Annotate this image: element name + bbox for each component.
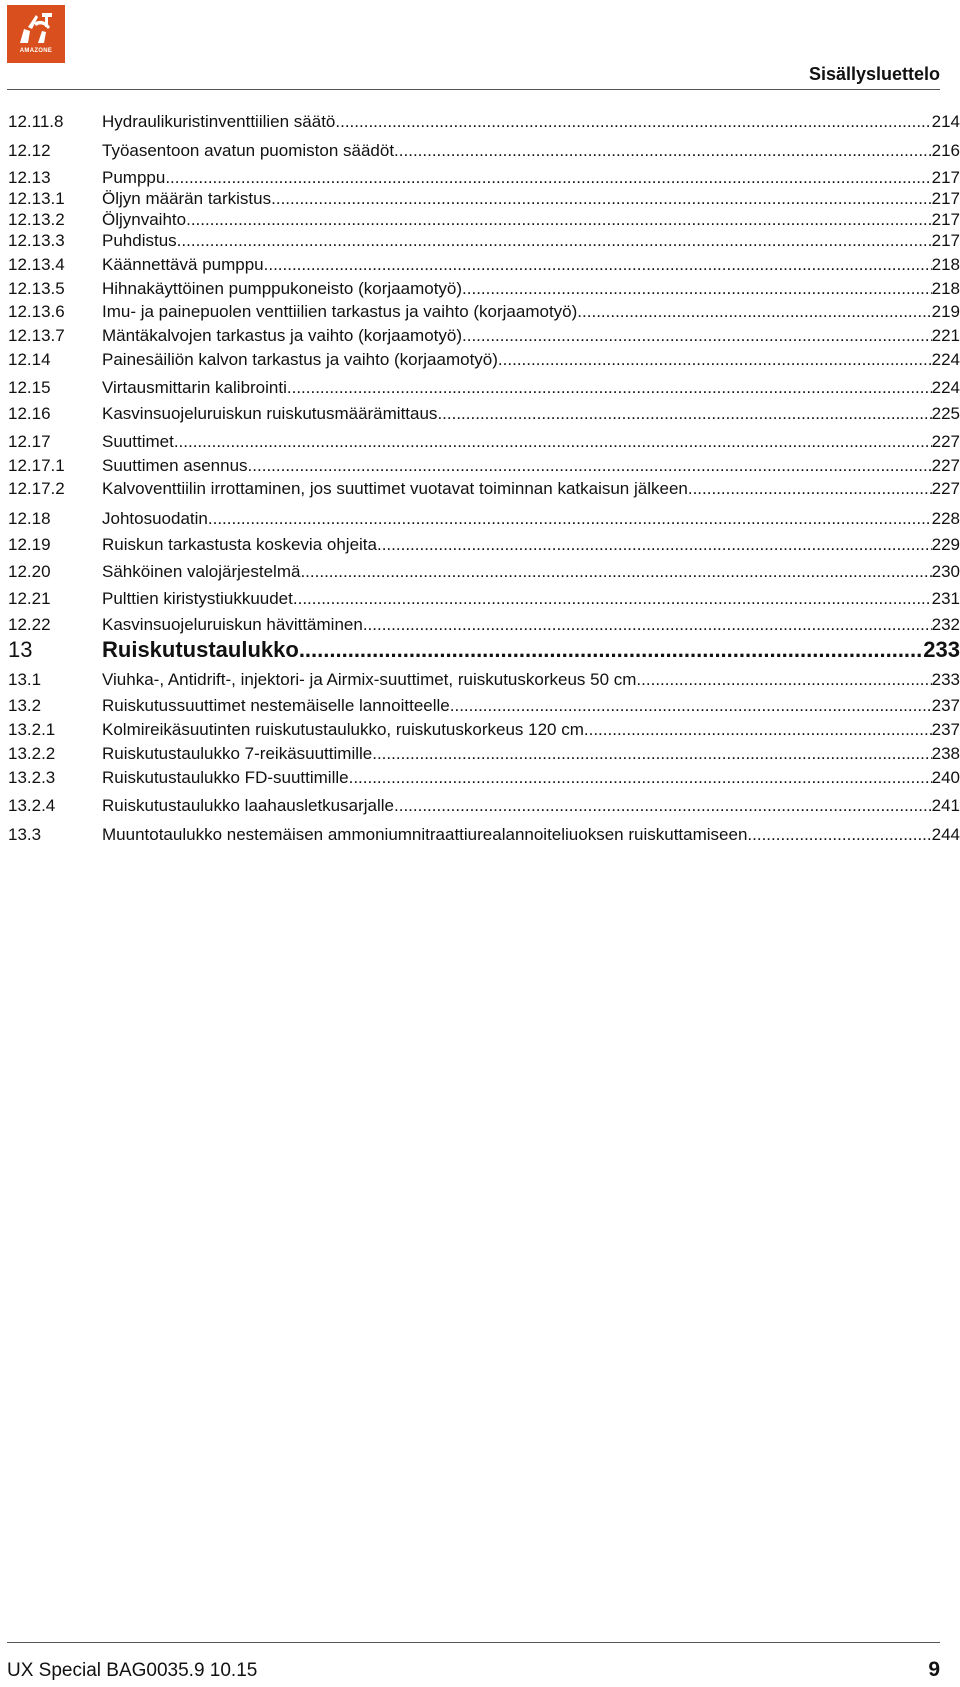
toc-entry-title: Kasvinsuojeluruiskun hävittäminen [102,615,363,634]
toc-entry[interactable] [8,140,960,162]
logo-text: AMAZONE [19,48,53,54]
toc-dot-leader [584,719,932,741]
toc-entry-page: 238 [931,744,960,763]
toc-entry-page: 217 [931,189,960,208]
toc-entry-page: 233 [931,670,960,689]
toc-entry-page: 232 [931,615,960,634]
toc-entry-title: Kalvoventtiilin irrottaminen, jos suuttimet vuotavat toiminnan katkaisun jälkeen [102,479,688,498]
toc-dot-leader [177,230,932,252]
toc-entry-title: Ruiskun tarkastusta koskevia ohjeita [102,535,377,554]
toc-entry-number: 12.20 [8,562,51,581]
toc-dot-leader [394,140,932,162]
toc-entry[interactable] [8,767,960,789]
toc-entry[interactable] [8,167,960,189]
toc-entry-number: 12.22 [8,615,51,634]
toc-entry-page: 225 [931,404,960,423]
toc-dot-leader [437,403,931,425]
toc-entry-number: 13.1 [8,670,42,689]
toc-entry-number: 12.19 [8,535,51,554]
toc-dot-leader [300,561,931,583]
toc-entry-page: 224 [931,378,960,397]
toc-entry-title: Puhdistus [102,231,177,250]
toc-entry-number: 12.13.4 [8,255,65,274]
toc-dot-leader [462,278,932,300]
toc-entry-number: 13.2.3 [8,768,56,787]
toc-entry[interactable] [8,431,960,453]
toc-entry-number: 12.16 [8,404,51,423]
toc-entry-page: 237 [931,696,960,715]
toc-entry[interactable] [8,455,960,477]
toc-entry-number: 12.13.5 [8,279,65,298]
toc-dot-leader [688,478,932,500]
toc-dot-leader [372,743,931,765]
toc-entry-title: Viuhka-, Antidrift-, injektori- ja Airmix-suuttimet, ruiskutuskorkeus 50 cm [102,670,637,689]
toc-entry-title: Virtausmittarin kalibrointi [102,378,287,397]
toc-entry-title: Ruiskutustaulukko FD-suuttimille [102,768,349,787]
toc-entry-page: 229 [931,535,960,554]
toc-entry-number: 12.17.1 [8,456,65,475]
toc-dot-leader [363,614,932,636]
toc-entry[interactable] [8,403,960,425]
toc-dot-leader [186,209,932,231]
toc-entry-page: 244 [931,825,960,844]
toc-entry[interactable] [8,614,960,636]
toc-entry-page: 241 [931,796,960,815]
toc-entry-page: 216 [931,141,960,160]
toc-dot-leader [293,588,932,610]
toc-dot-leader [271,188,932,210]
toc-entry-number: 13.2.2 [8,744,56,763]
toc-entry-page: 227 [931,432,960,451]
footer-page-number: 9 [928,1658,940,1681]
toc-entry-page: 233 [923,637,960,662]
toc-entry-title: Öljyn määrän tarkistus [102,189,272,208]
toc-entry-number: 12.11.8 [8,112,64,131]
toc-entry-title: Muuntotaulukko nestemäisen ammoniumnitraattiurealannoiteliuoksen ruiskuttamiseen [102,825,748,844]
toc-entry[interactable] [8,230,960,252]
toc-entry-page: 219 [931,302,960,321]
toc-entry-title: Hihnakäyttöinen pumppukoneisto (korjaamotyö) [102,279,463,298]
toc-entry[interactable] [8,278,960,300]
toc-entry-title: Pulttien kiristystiukkuudet [102,589,293,608]
toc-entry-title: Ruiskutustaulukko [102,637,299,662]
toc-dot-leader [208,508,932,530]
toc-entry[interactable] [8,325,960,347]
toc-entry[interactable] [8,534,960,556]
toc-entry[interactable] [8,111,960,133]
toc-entry-number: 12.17 [8,432,51,451]
toc-entry-title: Käännettävä pumppu [102,255,264,274]
toc-entry-page: 218 [931,255,960,274]
toc-entry-page: 227 [931,479,960,498]
toc-dot-leader [577,301,931,323]
toc-entry-title: Painesäiliön kalvon tarkastus ja vaihto (korjaamotyö) [102,350,498,369]
toc-entry-title: Öljynvaihto [102,210,187,229]
toc-entry-number: 12.13.1 [8,189,65,208]
toc-entry[interactable] [8,209,960,231]
toc-dot-leader [165,167,931,189]
toc-entry[interactable] [8,188,960,210]
toc-entry[interactable] [8,588,960,610]
toc-entry-title: Ruiskutustaulukko 7-reikäsuuttimille [102,744,373,763]
toc-entry-page: 214 [931,112,960,131]
toc-entry-page: 221 [931,326,960,345]
toc-entry[interactable] [8,743,960,765]
toc-entry-number: 13.3 [8,825,42,844]
toc-entry-page: 218 [931,279,960,298]
toc-dot-leader [264,254,932,276]
toc-entry-title: Sähköinen valojärjestelmä [102,562,301,581]
toc-entry-number: 12.14 [8,350,51,369]
toc-entry-page: 217 [931,210,960,229]
toc-entry-title: Suuttimet [102,432,174,451]
toc-dot-leader [377,534,932,556]
toc-entry-number: 12.13.2 [8,210,65,229]
toc-entry-number: 12.12 [8,141,51,160]
toc-entry[interactable] [8,301,960,323]
section-title: Sisällysluettelo [808,64,940,84]
toc-entry[interactable] [8,561,960,583]
toc-dot-leader [248,455,932,477]
toc-dot-leader [394,795,932,817]
toc-entry[interactable] [8,795,960,817]
logo-emblem-icon [14,9,58,47]
amazone-logo [7,5,65,63]
toc-dot-leader [335,111,931,133]
toc-entry[interactable] [8,636,960,664]
toc-entry[interactable] [8,508,960,530]
toc-dot-leader [450,695,932,717]
toc-entry-title: Imu- ja painepuolen venttiilien tarkastus ja vaihto (korjaamotyö) [102,302,578,321]
toc-dot-leader [747,824,931,846]
toc-dot-leader [462,325,932,347]
toc-entry-number: 12.13 [8,168,51,187]
header-divider [7,89,940,90]
toc-dot-leader [349,767,932,789]
toc-entry-page: 237 [931,720,960,739]
toc-dot-leader [636,669,931,691]
toc-entry[interactable] [8,669,960,691]
toc-entry-page: 217 [931,168,960,187]
toc-entry-page: 240 [931,768,960,787]
toc-entry[interactable] [8,695,960,717]
toc-dot-leader [287,377,932,399]
toc-entry-title: Johtosuodatin [102,509,208,528]
toc-entry[interactable] [8,478,960,500]
toc-entry[interactable] [8,349,960,371]
toc-entry-page: 228 [931,509,960,528]
toc-entry-number: 13.2.4 [8,796,56,815]
toc-entry-number: 12.13.7 [8,326,65,345]
toc-entry-page: 230 [931,562,960,581]
toc-entry-title: Pumppu [102,168,166,187]
toc-entry-number: 13.2.1 [8,720,56,739]
toc-entry-title: Työasentoon avatun puomiston säädöt [102,141,395,160]
toc-dot-leader [174,431,932,453]
toc-entry[interactable] [8,824,960,846]
toc-entry-page: 217 [931,231,960,250]
toc-entry-page: 231 [931,589,960,608]
toc-entry-number: 12.18 [8,509,51,528]
toc-entry-title: Mäntäkalvojen tarkastus ja vaihto (korjaamotyö) [102,326,462,345]
toc-entry[interactable] [8,254,960,276]
toc-entry-number: 12.21 [8,589,51,608]
toc-entry[interactable] [8,377,960,399]
toc-entry-number: 12.13.6 [8,302,65,321]
toc-dot-leader [498,349,932,371]
toc-entry-title: Hydraulikuristinventtiilien säätö [102,112,336,131]
toc-entry-title: Ruiskutustaulukko laahausletkusarjalle [102,796,394,815]
toc-entry-page: 224 [931,350,960,369]
toc-entry-title: Kasvinsuojeluruiskun ruiskutusmäärämittaus [102,404,438,423]
toc-entry-number: 12.17.2 [8,479,65,498]
toc-entry-title: Kolmireikäsuutinten ruiskutustaulukko, ruiskutuskorkeus 120 cm [102,720,584,739]
toc-entry-number: 12.13.3 [8,231,65,250]
footer-document-id: UX Special BAG0035.9 10.15 [7,1660,258,1681]
toc-entry-title: Ruiskutussuuttimet nestemäiselle lannoitteelle [102,696,450,715]
toc-entry-number: 13 [8,637,33,662]
toc-entry-number: 13.2 [8,696,42,715]
toc-entry-number: 12.15 [8,378,51,397]
toc-entry[interactable] [8,719,960,741]
toc-dot-leader [299,636,923,664]
toc-entry-page: 227 [931,456,960,475]
toc-entry-title: Suuttimen asennus [102,456,248,475]
footer-divider [7,1642,940,1643]
